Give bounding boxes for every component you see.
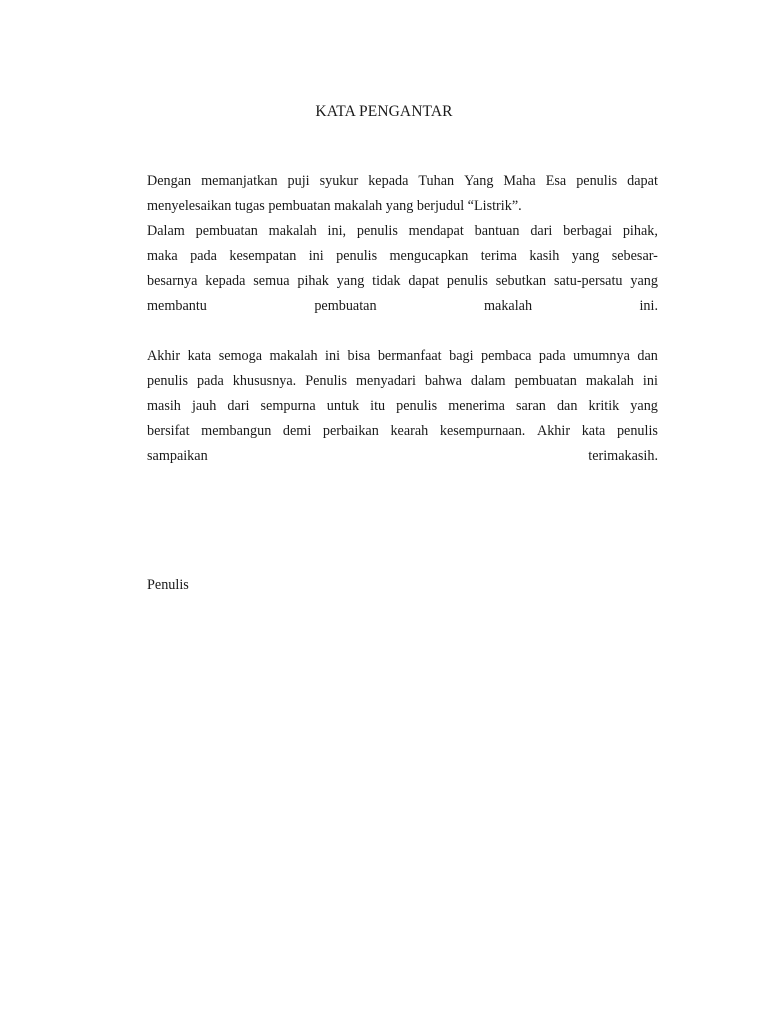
word: umumnya [573,348,630,364]
word: kepada [205,273,246,289]
word: dapat [408,273,440,289]
word: bagi [449,348,474,364]
word: penulis [616,423,658,439]
paragraph-line [147,222,658,240]
paragraph-line [147,397,658,415]
word: memanjatkan [201,173,278,189]
word: jauh [191,398,217,414]
word: kata [187,348,212,364]
word: perbaikan [322,423,379,439]
word: mengucapkan [389,248,469,264]
word: pembaca [481,348,532,364]
word: bahwa [424,373,462,389]
word: kepada [368,173,409,189]
word: pembuatan [514,373,577,389]
word: dapat [627,173,658,189]
word: sebesar- [611,248,658,264]
word: menyelesaikan tugas pembuatan makalah yang berjudul “Listrik”. [147,198,522,214]
word: membangun [201,423,272,439]
word: syukur [319,173,359,189]
word: sampaikan [147,448,208,464]
word: dari [227,398,250,414]
word: yang [571,248,600,264]
word: Esa [545,173,567,189]
word: yang [630,273,658,289]
word: saran [515,398,546,414]
word: Dalam [147,223,185,239]
word: berbagai [563,223,613,239]
word: Yang [464,173,494,189]
word: terimakasih. [588,448,658,464]
word: ini [308,248,324,264]
word: membantu [147,298,207,314]
word: Maha [503,173,536,189]
word: Penulis [305,373,348,389]
word: kasih [529,248,560,264]
word: penulis [336,248,378,264]
word: makalah [268,223,317,239]
paragraph-line [147,422,658,440]
word: bantuan [474,223,520,239]
word: penulis [576,173,618,189]
word: satu-persatu [553,273,623,289]
paragraph-line [147,297,658,315]
word: dalam [470,373,506,389]
word: sebutkan [495,273,547,289]
word: pembuatan [195,223,258,239]
word: Tuhan [418,173,455,189]
word: sempurna [260,398,316,414]
word: penulis [147,373,188,389]
word: menerima [448,398,505,414]
word: penulis [396,398,438,414]
word: pada [538,348,566,364]
signature-label: Penulis [147,577,189,593]
word: pembuatan [314,298,377,314]
word: mendapat [408,223,464,239]
word: pihak, [622,223,658,239]
word: itu [370,398,386,414]
word: terima [480,248,517,264]
word: Akhir [147,348,181,364]
word: kritik [588,398,620,414]
word: makalah [585,373,634,389]
word: tidak [372,273,401,289]
word: demi [282,423,312,439]
word: yang [630,398,658,414]
word: khususnya. [232,373,297,389]
word: kearah [390,423,429,439]
word: dan [637,348,658,364]
paragraph-line [147,372,658,390]
word: Dengan [147,173,192,189]
word: ini [642,373,658,389]
word: ini, [327,223,347,239]
word: pada [196,373,224,389]
word: yang [336,273,365,289]
word: semua [253,273,290,289]
word: bisa [347,348,371,364]
word: makalah [483,298,533,314]
word: untuk [326,398,360,414]
document-title: KATA PENGANTAR [315,103,453,120]
paragraph-line [147,172,658,190]
paragraph-line [147,272,658,290]
word: pada [190,248,217,264]
paragraph-line [147,447,658,465]
word: dari [530,223,553,239]
word: kesempatan [229,248,297,264]
word: penulis [356,223,398,239]
word: penulis [446,273,488,289]
word: menyadari [356,373,416,389]
word: pihak [297,273,329,289]
word: semoga [218,348,263,364]
word: bersifat [147,423,190,439]
word: bermanfaat [377,348,442,364]
word: ini [325,348,341,364]
word: Akhir [536,423,571,439]
word: kata [581,423,606,439]
word: besarnya [147,273,198,289]
paragraph-line [147,247,658,265]
paragraph-line [147,347,658,365]
word: dan [556,398,578,414]
word: puji [287,173,310,189]
word: maka [147,248,178,264]
word: makalah [269,348,318,364]
word: masih [147,398,181,414]
paragraph-line [147,197,658,215]
word: ini. [639,298,658,314]
word: kesempurnaan. [439,423,526,439]
